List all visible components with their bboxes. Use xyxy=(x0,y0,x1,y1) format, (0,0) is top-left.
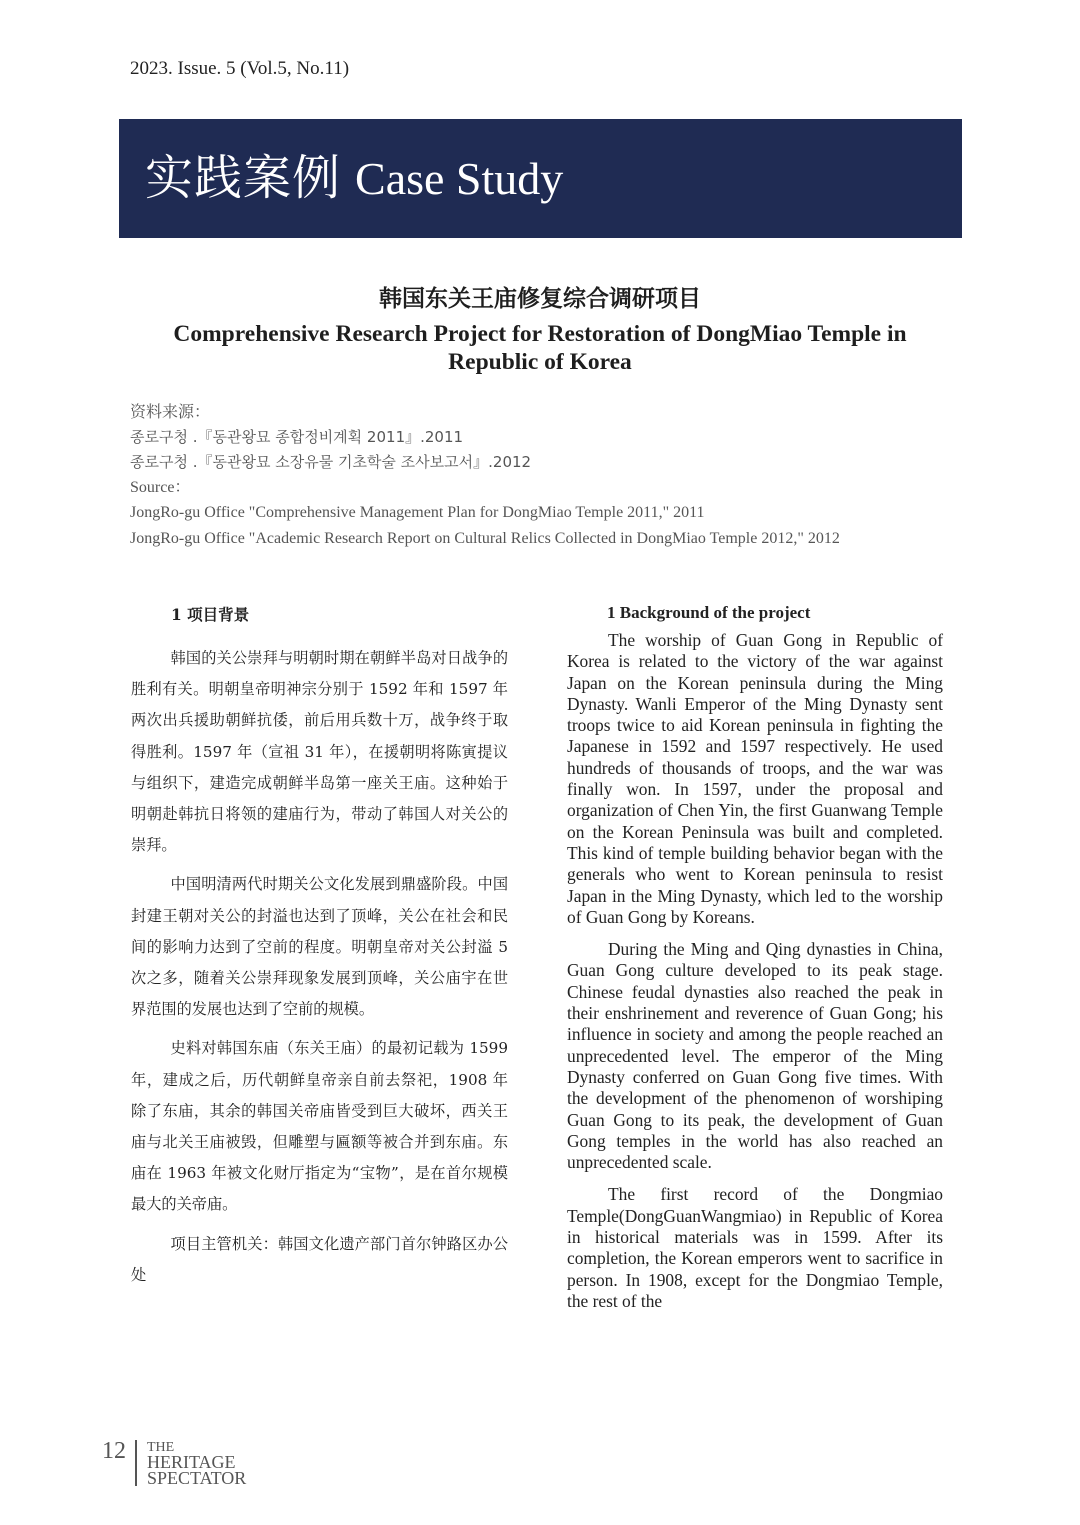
section-heading-cn: 1 项目背景 xyxy=(171,605,250,624)
source-ref-1-ko: 종로구청 .『동관왕묘 종합정비계획 2011』.2011 xyxy=(130,428,464,446)
paragraph-cn-2: 中国明清两代时期关公文化发展到鼎盛阶段。中国封建王朝对关公的封溢也达到了顶峰，关公在社会和民间的影响力达到了空前的程度。明朝皇帝对关公封溢 5 次之多，随着关公崇拜现象发展到顶峰，关公庙宇在世界范围的发展也达到了空前的规模。 xyxy=(131,875,508,1019)
paragraph-en-1: The worship of Guan Gong in Republic of Korea is related to the victory of the war against Japan on the Korean peninsula during the Ming Dynasty. Wanli Emperor of the Ming Dynasty sent troops twice to aid Korean peninsula in fighting the Japanese in 1592 and 1597 respectively. He used hundreds of thousands of troops, and the war was finally won. In 1597, under the proposal and organization of Chen Yin, the first Guanwang Temple on the Korean Peninsula was built and completed. This kind of temple building behavior began with the generals who went to Korean peninsula to resist Japan in the Ming Dynasty, which led to the worship of Guan Gong by Koreans. xyxy=(567,630,943,927)
logo-line-3: SPECTATOR xyxy=(147,1468,247,1488)
logo-line-1: THE xyxy=(147,1440,175,1455)
source-ref-2-en: JongRo-gu Office "Academic Research Report on Cultural Relics Collected in DongMiao Temple 2012," 2012 xyxy=(130,530,840,547)
logo-line-2: HERITAGE xyxy=(147,1452,236,1472)
article-title-cn: 韩国东关王庙修复综合调研项目 xyxy=(379,286,701,312)
english-column xyxy=(567,603,943,1323)
section-banner xyxy=(119,119,962,238)
paragraph-cn-1: 韩国的关公崇拜与明朝时期在朝鲜半岛对日战争的胜利有关。明朝皇帝明神宗分别于 1592 年和 1597 年两次出兵援助朝鲜抗倭，前后用兵数十万，战争终于取得胜利。1597 年（宣祖 31 年），在援朝明将陈寅提议与组织下，建造完成朝鲜半岛第一座关王庙。这种始于明朝赴韩抗日将领的建庙行为，带动了韩国人对关公的崇拜。 xyxy=(131,649,508,855)
section-title-cn: 实践案例 xyxy=(145,150,342,206)
source-ref-2-ko: 종로구청 .『동관왕묘 소장유물 기초학술 조사보고서』.2012 xyxy=(130,453,532,471)
footer-divider xyxy=(135,1440,137,1486)
section-title xyxy=(145,145,563,212)
page-number: 12 xyxy=(102,1438,126,1464)
source-block xyxy=(130,400,950,548)
paragraph-cn-4: 项目主管机关：韩国文化遗产部门首尔钟路区办公处 xyxy=(131,1234,508,1284)
chinese-column xyxy=(131,603,508,1299)
journal-logo xyxy=(147,1442,246,1486)
paragraph-en-3: The first record of the Dongmiao Temple(DongGuanWangmiao) in Republic of Korea in historical materials was in 1599. After its completion, the Korean emperors went to sacrifice in person. In 1908, except for the Dongmiao Temple, the rest of the xyxy=(567,1184,943,1311)
source-label-en: Source： xyxy=(130,479,191,496)
source-ref-1-en: JongRo-gu Office "Comprehensive Management Plan for DongMiao Temple 2011," 2011 xyxy=(130,504,705,521)
paragraph-cn-3: 史料对韩国东庙（东关王庙）的最初记载为 1599 年，建成之后，历代朝鲜皇帝亲自前去祭祀，1908 年除了东庙，其余的韩国关帝庙皆受到巨大破坏，西关王庙与北关王庙被毁，但雕塑与匾额等被合并到东庙。东庙在 1963 年被文化财厅指定为“宝物”，是在首尔规模最大的关帝庙。 xyxy=(131,1039,508,1214)
article-title-en: Comprehensive Research Project for Restoration of DongMiao Temple in Republic of Korea xyxy=(173,321,907,375)
section-heading-en: 1 Background of the project xyxy=(607,603,811,622)
source-label-cn: 资料来源： xyxy=(130,404,211,421)
issue-info: 2023. Issue. 5 (Vol.5, No.11) xyxy=(130,58,350,79)
paragraph-en-2: During the Ming and Qing dynasties in China, Guan Gong culture developed to its peak stage. Chinese feudal dynasties also reached the peak in their enshrinement and reverence of Guan Gong; his influence in society and among the people reached an unprecedented level. The emperor of the Ming Dynasty conferred on Guan Gong five times. With the development of the phenomenon of worshiping Guan Gong to its peak, the development of Guan Gong temples in the world has also reached an unprecedented scale. xyxy=(567,939,943,1173)
section-title-en: Case Study xyxy=(355,153,564,204)
